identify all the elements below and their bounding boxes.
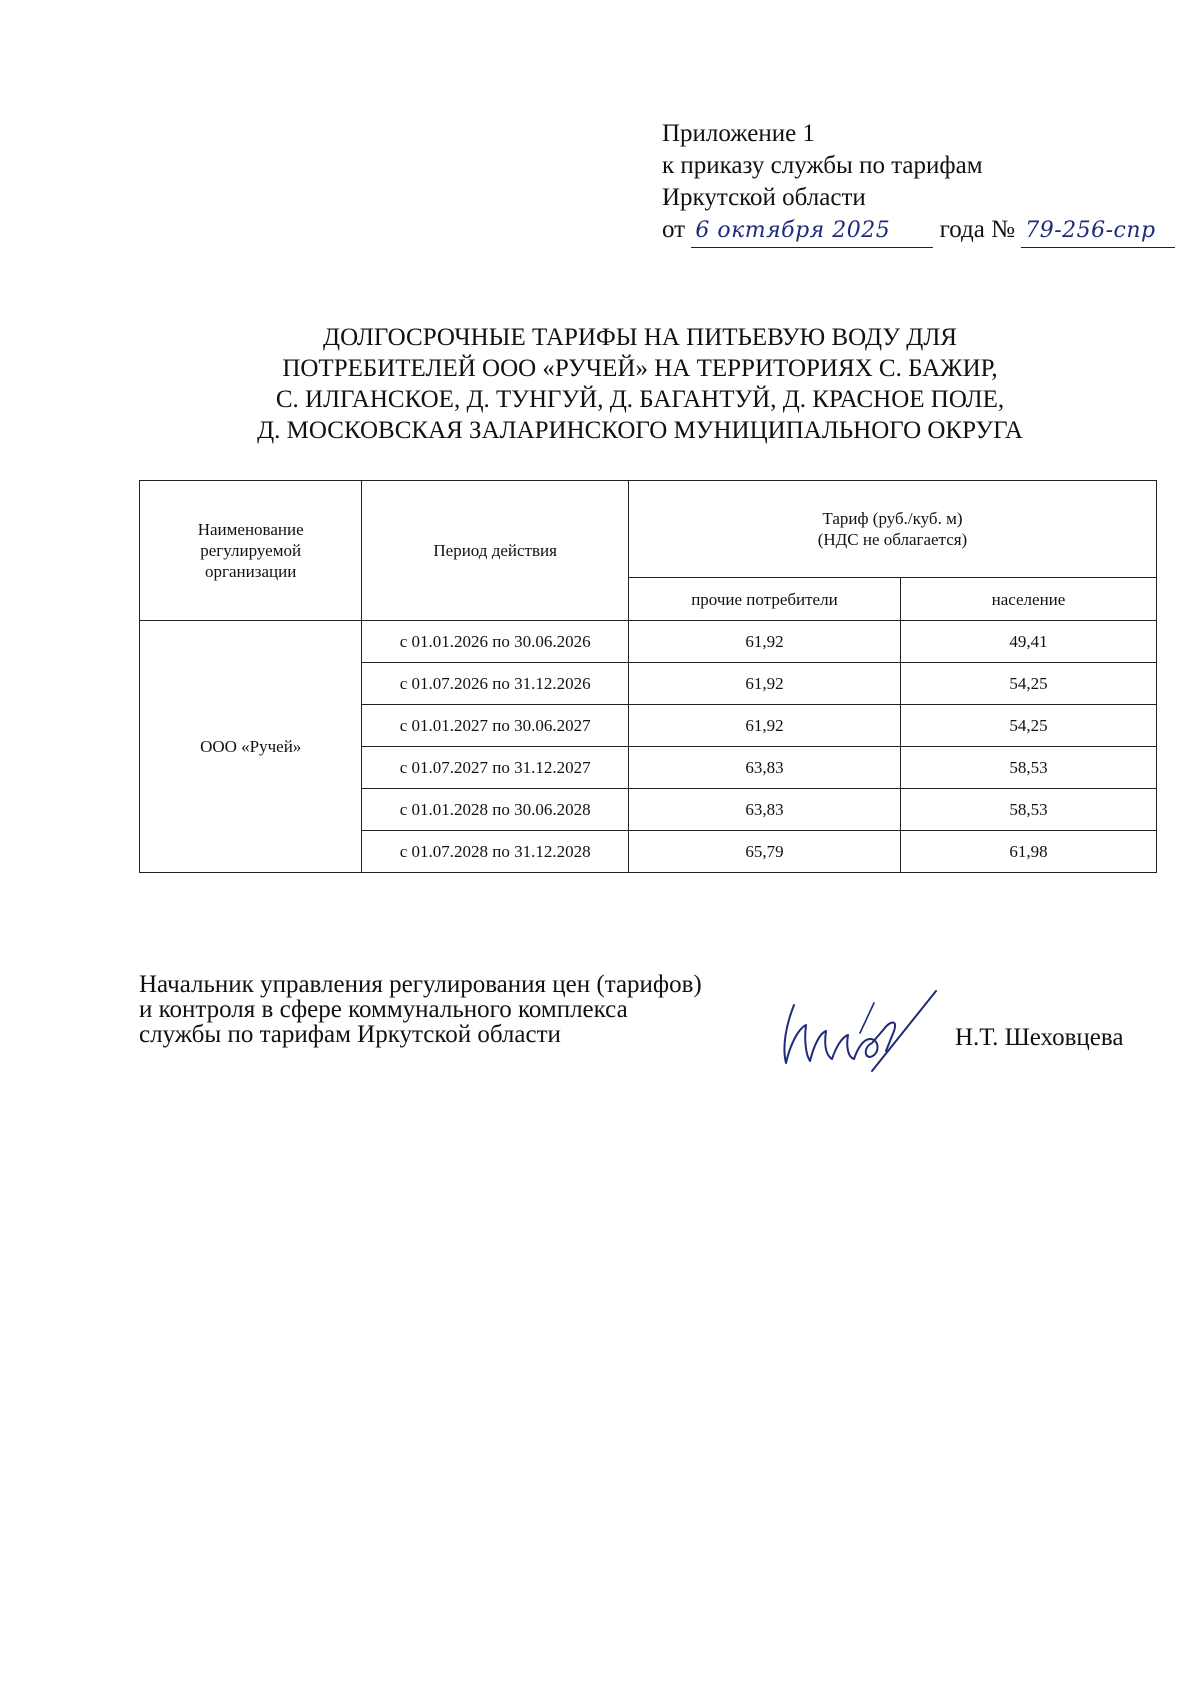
annex-title: Приложение 1	[662, 120, 815, 147]
tariff-table	[139, 480, 1157, 873]
title-line-3: С. ИЛГАНСКОЕ, Д. ТУНГУЙ, Д. БАГАНТУЙ, Д. КРАСНОЕ ПОЛЕ,	[275, 386, 1005, 413]
population-cell: 61,98	[900, 831, 1156, 873]
period-cell: с 01.01.2026 по 30.06.2026	[362, 621, 629, 663]
period-cell: с 01.07.2028 по 31.12.2028	[362, 831, 629, 873]
annex-region: Иркутской области	[662, 184, 866, 211]
document-title	[140, 322, 1140, 446]
year-number-label: года №	[939, 216, 1015, 243]
signer-position-line-2: и контроля в сфере коммунального комплекса	[139, 996, 628, 1023]
period-cell: с 01.07.2027 по 31.12.2027	[362, 747, 629, 789]
header-organization: Наименование регулируемой организации	[140, 481, 362, 621]
signer-position-line-1: Начальник управления регулирования цен (тарифов)	[139, 971, 702, 998]
header-other-consumers: прочие потребители	[628, 578, 900, 621]
organization-cell: ООО «Ручей»	[140, 621, 362, 873]
annex-header	[662, 118, 1175, 248]
period-cell: с 01.07.2026 по 31.12.2026	[362, 663, 629, 705]
header-population: население	[900, 578, 1156, 621]
from-label: от	[662, 216, 686, 243]
table-row	[140, 621, 1157, 663]
handwritten-order-number: 79-256-спр	[1021, 215, 1175, 248]
other-consumers-cell: 63,83	[628, 747, 900, 789]
population-cell: 54,25	[900, 705, 1156, 747]
period-cell: с 01.01.2027 по 30.06.2027	[362, 705, 629, 747]
population-cell: 54,25	[900, 663, 1156, 705]
population-cell: 58,53	[900, 789, 1156, 831]
header-tariff: Тариф (руб./куб. м) (НДС не облагается)	[628, 481, 1156, 578]
other-consumers-cell: 61,92	[628, 621, 900, 663]
other-consumers-cell: 65,79	[628, 831, 900, 873]
period-cell: с 01.01.2028 по 30.06.2028	[362, 789, 629, 831]
annex-date-line	[662, 214, 1175, 248]
signer-name: Н.Т. Шеховцева	[955, 1024, 1124, 1051]
population-cell: 49,41	[900, 621, 1156, 663]
handwritten-date: 6 октября 2025	[691, 215, 933, 248]
other-consumers-cell: 63,83	[628, 789, 900, 831]
signature-block	[139, 972, 702, 1047]
other-consumers-cell: 61,92	[628, 705, 900, 747]
table-header-row	[140, 481, 1157, 578]
handwritten-signature	[776, 985, 946, 1077]
title-line-4: Д. МОСКОВСКАЯ ЗАЛАРИНСКОГО МУНИЦИПАЛЬНОГО ОКРУГА	[257, 417, 1023, 444]
title-line-1: ДОЛГОСРОЧНЫЕ ТАРИФЫ НА ПИТЬЕВУЮ ВОДУ ДЛЯ	[323, 324, 957, 351]
title-line-2: ПОТРЕБИТЕЛЕЙ ООО «РУЧЕЙ» НА ТЕРРИТОРИЯХ С. БАЖИР,	[282, 355, 998, 382]
header-period: Период действия	[362, 481, 629, 621]
other-consumers-cell: 61,92	[628, 663, 900, 705]
signer-position-line-3: службы по тарифам Иркутской области	[139, 1021, 561, 1048]
annex-order-ref: к приказу службы по тарифам	[662, 152, 983, 179]
population-cell: 58,53	[900, 747, 1156, 789]
